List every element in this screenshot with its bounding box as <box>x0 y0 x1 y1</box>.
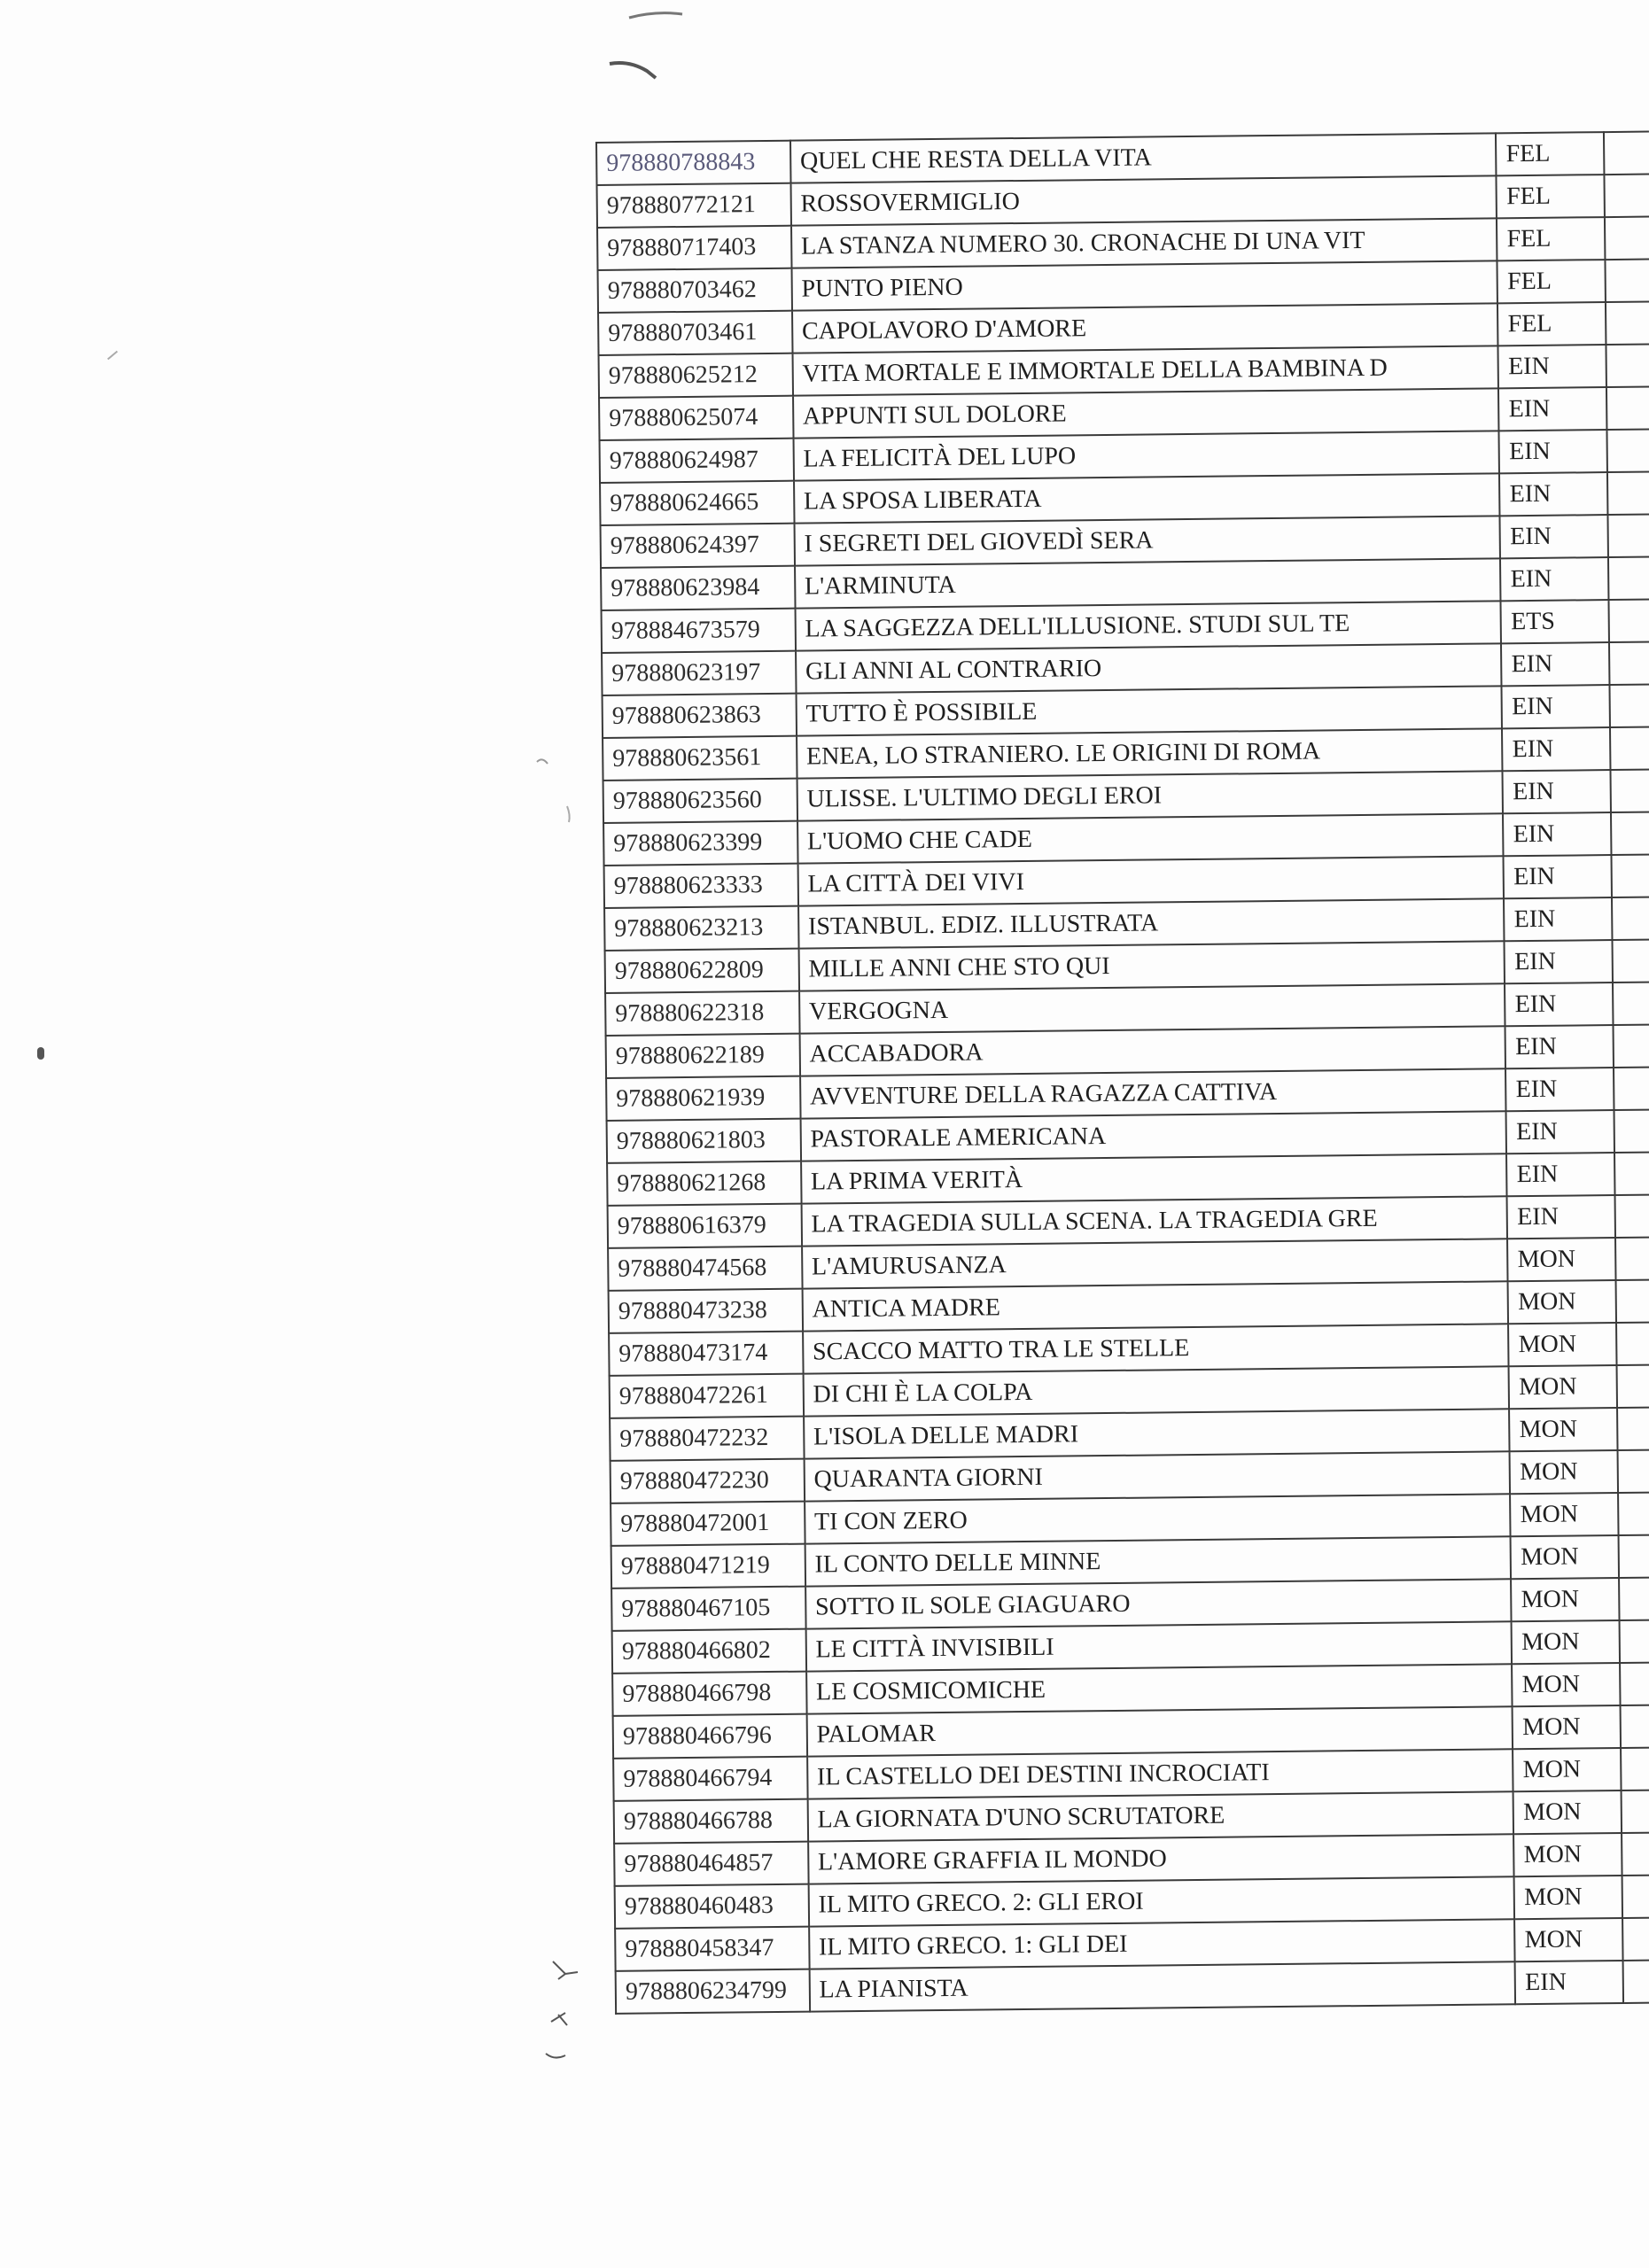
publisher-cell: EIN <box>1504 897 1612 941</box>
publisher-cell: MON <box>1511 1535 1619 1579</box>
isbn-cell: 978880623863 <box>603 694 797 738</box>
isbn-cell: 978880472232 <box>610 1417 804 1461</box>
title-cell: PUNTO PIENO <box>791 260 1497 310</box>
isbn-cell: 978880466788 <box>614 1799 808 1844</box>
empty-cell <box>1607 515 1649 558</box>
publisher-cell: MON <box>1513 1790 1622 1834</box>
scan-pen-mark <box>603 0 709 97</box>
empty-cell <box>1604 132 1649 175</box>
isbn-cell: 978880624987 <box>600 439 794 483</box>
publisher-cell: EIN <box>1500 557 1608 601</box>
empty-cell <box>1610 727 1649 771</box>
isbn-cell: 978880621939 <box>606 1076 800 1121</box>
title-cell: SCACCO MATTO TRA LE STELLE <box>803 1324 1509 1373</box>
publisher-cell: MON <box>1508 1323 1616 1366</box>
title-cell: I SEGRETI DEL GIOVEDÌ SERA <box>794 516 1500 565</box>
empty-cell <box>1622 1917 1649 1961</box>
empty-cell <box>1608 557 1649 601</box>
title-cell: SOTTO IL SOLE GIAGUARO <box>805 1579 1512 1628</box>
title-cell: QUEL CHE RESTA DELLA VITA <box>790 133 1497 183</box>
publisher-cell: MON <box>1513 1705 1621 1749</box>
publisher-cell: EIN <box>1498 345 1606 388</box>
title-cell: PASTORALE AMERICANA <box>800 1111 1506 1161</box>
publisher-cell: EIN <box>1505 1068 1614 1111</box>
empty-cell <box>1615 1279 1649 1323</box>
publisher-cell: MON <box>1507 1238 1615 1281</box>
publisher-cell: ETS <box>1501 600 1609 643</box>
isbn-cell: 978880473174 <box>609 1332 803 1376</box>
isbn-cell: 978880458347 <box>615 1927 809 1971</box>
isbn-cell: 978880623197 <box>602 651 796 695</box>
empty-cell <box>1617 1407 1649 1450</box>
isbn-cell: 978880472261 <box>610 1374 804 1418</box>
isbn-cell: 978880622189 <box>606 1034 800 1078</box>
publisher-cell: MON <box>1514 1876 1622 1919</box>
empty-cell <box>1619 1577 1649 1620</box>
isbn-cell: 978880703462 <box>598 268 792 313</box>
isbn-cell: 978880466794 <box>613 1757 807 1801</box>
title-cell: LE COSMICOMICHE <box>806 1664 1513 1713</box>
empty-cell <box>1620 1662 1649 1705</box>
publisher-cell: FEL <box>1497 175 1605 218</box>
empty-cell <box>1616 1322 1649 1365</box>
isbn-cell: 978880621803 <box>607 1119 801 1163</box>
title-cell: L'AMURUSANZA <box>802 1239 1508 1288</box>
title-cell: ENEA, LO STRANIERO. LE ORIGINI DI ROMA <box>797 728 1503 778</box>
publisher-cell: FEL <box>1496 132 1604 175</box>
isbn-cell: 978880471219 <box>611 1544 805 1588</box>
title-cell: AVVENTURE DELLA RAGAZZA CATTIVA <box>800 1068 1506 1118</box>
isbn-cell: 978880466796 <box>613 1714 807 1759</box>
empty-cell <box>1609 685 1649 728</box>
isbn-cell: 978880464857 <box>614 1842 808 1886</box>
publisher-cell: EIN <box>1505 1025 1614 1068</box>
publisher-cell: EIN <box>1500 515 1608 558</box>
empty-cell <box>1614 1067 1649 1110</box>
title-cell: ULISSE. L'ULTIMO DEGLI EROI <box>797 771 1503 820</box>
publisher-cell: EIN <box>1515 1961 1623 2004</box>
title-cell: IL MITO GRECO. 1: GLI DEI <box>809 1919 1515 1969</box>
isbn-cell: 978880788843 <box>596 141 790 185</box>
publisher-cell: MON <box>1509 1408 1617 1451</box>
title-cell: TI CON ZERO <box>805 1494 1511 1543</box>
title-cell: ANTICA MADRE <box>802 1281 1508 1331</box>
empty-cell <box>1611 812 1649 856</box>
empty-cell <box>1606 302 1649 346</box>
empty-cell <box>1621 1747 1649 1790</box>
title-cell: VITA MORTALE E IMMORTALE DELLA BAMBINA D <box>792 346 1498 395</box>
publisher-cell: MON <box>1513 1833 1622 1876</box>
isbn-cell: 978880623333 <box>604 864 798 908</box>
publisher-cell: MON <box>1508 1280 1616 1324</box>
isbn-cell: 978880624665 <box>600 481 794 525</box>
title-cell: LA PRIMA VERITÀ <box>801 1153 1507 1203</box>
scan-tick <box>107 351 118 361</box>
title-cell: LA SAGGEZZA DELL'ILLUSIONE. STUDI SUL TE <box>795 601 1501 650</box>
empty-cell <box>1618 1492 1649 1535</box>
publisher-cell: EIN <box>1498 387 1606 431</box>
isbn-cell: 978880472001 <box>611 1502 805 1546</box>
isbn-cell: 978880616379 <box>608 1204 802 1248</box>
title-cell: PALOMAR <box>806 1706 1513 1756</box>
empty-cell <box>1606 345 1649 388</box>
empty-cell <box>1605 260 1649 303</box>
publisher-cell: EIN <box>1503 770 1611 813</box>
empty-cell <box>1615 1237 1649 1280</box>
title-cell: LA CITTÀ DEI VIVI <box>797 856 1504 905</box>
isbn-cell: 978880717403 <box>597 226 791 270</box>
empty-cell <box>1617 1449 1649 1493</box>
isbn-cell: 978880621268 <box>607 1161 801 1206</box>
empty-cell <box>1606 430 1649 473</box>
publisher-cell: FEL <box>1497 217 1605 260</box>
scan-dot <box>37 1047 44 1060</box>
publisher-cell: EIN <box>1507 1195 1615 1239</box>
margin-check-marks <box>535 1949 588 2073</box>
empty-cell <box>1609 642 1649 686</box>
empty-cell <box>1605 217 1649 260</box>
title-cell: QUARANTA GIORNI <box>804 1451 1510 1501</box>
isbn-cell: 978880703461 <box>598 311 792 355</box>
publisher-cell: EIN <box>1501 642 1609 686</box>
title-cell: LA PIANISTA <box>809 1961 1515 2011</box>
margin-pencil-marks <box>532 753 585 842</box>
publisher-cell: FEL <box>1497 260 1606 303</box>
title-cell: L'AMORE GRAFFIA IL MONDO <box>808 1834 1514 1884</box>
isbn-cell: 978880467105 <box>611 1587 805 1631</box>
publisher-cell: MON <box>1514 1918 1622 1961</box>
empty-cell <box>1612 897 1649 941</box>
isbn-cell: 978880466802 <box>612 1629 806 1674</box>
title-cell: IL CASTELLO DEI DESTINI INCROCIATI <box>807 1749 1513 1798</box>
empty-cell <box>1607 472 1649 516</box>
empty-cell <box>1604 175 1649 218</box>
empty-cell <box>1622 1960 1649 2003</box>
publisher-cell: MON <box>1511 1578 1619 1621</box>
publisher-cell: MON <box>1512 1620 1620 1664</box>
title-cell: L'UOMO CHE CADE <box>797 813 1504 863</box>
empty-cell <box>1611 855 1649 898</box>
empty-cell <box>1614 1194 1649 1238</box>
empty-cell <box>1614 1152 1649 1195</box>
book-list-body <box>596 132 1649 2014</box>
publisher-cell: EIN <box>1499 472 1607 516</box>
empty-cell <box>1608 600 1649 643</box>
empty-cell <box>1613 1024 1649 1068</box>
isbn-cell: 978880473238 <box>609 1289 803 1333</box>
isbn-cell: 978880772121 <box>597 183 791 228</box>
title-cell: LA SPOSA LIBERATA <box>794 473 1500 523</box>
title-cell: APPUNTI SUL DOLORE <box>793 388 1499 438</box>
book-list-table-wrapper <box>595 131 1649 2015</box>
publisher-cell: FEL <box>1497 302 1606 346</box>
empty-cell <box>1618 1534 1649 1578</box>
empty-cell <box>1613 982 1649 1025</box>
isbn-cell: 978880623399 <box>603 821 797 866</box>
publisher-cell: EIN <box>1506 1153 1614 1196</box>
title-cell: LA GIORNATA D'UNO SCRUTATORE <box>807 1791 1513 1841</box>
empty-cell <box>1622 1832 1649 1876</box>
title-cell: LA TRAGEDIA SULLA SCENA. LA TRAGEDIA GRE <box>801 1196 1507 1246</box>
isbn-cell: 978880623561 <box>603 736 797 781</box>
publisher-cell: MON <box>1509 1365 1617 1409</box>
publisher-cell: EIN <box>1502 727 1610 771</box>
isbn-cell: 978880474568 <box>608 1247 802 1291</box>
publisher-cell: EIN <box>1505 983 1613 1026</box>
title-cell: L'ISOLA DELLE MADRI <box>804 1409 1510 1458</box>
isbn-cell: 978880623213 <box>604 906 798 951</box>
title-cell: IL CONTO DELLE MINNE <box>805 1536 1511 1586</box>
empty-cell <box>1614 1109 1649 1153</box>
publisher-cell: EIN <box>1502 685 1610 728</box>
isbn-cell: 978880625212 <box>599 353 793 398</box>
publisher-cell: MON <box>1513 1748 1621 1791</box>
publisher-cell: EIN <box>1499 430 1607 473</box>
empty-cell <box>1616 1364 1649 1408</box>
isbn-cell: 978880623984 <box>601 566 795 610</box>
empty-cell <box>1621 1790 1649 1833</box>
empty-cell <box>1619 1619 1649 1663</box>
title-cell: GLI ANNI AL CONTRARIO <box>796 643 1502 693</box>
isbn-cell: 978880623560 <box>603 779 797 823</box>
book-list-table <box>595 131 1649 2015</box>
title-cell: ROSSOVERMIGLIO <box>790 175 1497 225</box>
isbn-cell: 978880460483 <box>615 1884 809 1929</box>
empty-cell <box>1606 387 1649 431</box>
isbn-cell: 978880625074 <box>599 396 793 440</box>
title-cell: VERGOGNA <box>799 983 1505 1033</box>
publisher-cell: EIN <box>1506 1110 1614 1153</box>
title-cell: IL MITO GRECO. 2: GLI EROI <box>808 1876 1514 1926</box>
isbn-cell: 978880622809 <box>605 949 799 993</box>
isbn-cell: 978880472230 <box>611 1459 805 1503</box>
title-cell: MILLE ANNI CHE STO QUI <box>798 941 1505 990</box>
empty-cell <box>1610 770 1649 813</box>
empty-cell <box>1622 1875 1649 1918</box>
publisher-cell: EIN <box>1504 855 1612 898</box>
isbn-cell: 978884673579 <box>602 609 796 653</box>
title-cell: L'ARMINUTA <box>795 558 1501 608</box>
title-cell: ACCABADORA <box>799 1026 1505 1076</box>
empty-cell <box>1612 939 1649 983</box>
publisher-cell: MON <box>1510 1493 1618 1536</box>
isbn-cell: 978880624397 <box>601 524 795 568</box>
publisher-cell: EIN <box>1505 940 1613 983</box>
title-cell: LA STANZA NUMERO 30. CRONACHE DI UNA VIT <box>791 218 1497 268</box>
publisher-cell: MON <box>1510 1450 1618 1494</box>
title-cell: TUTTO È POSSIBILE <box>796 686 1502 735</box>
title-cell: LA FELICITÀ DEL LUPO <box>793 431 1499 480</box>
publisher-cell: EIN <box>1503 812 1611 856</box>
publisher-cell: MON <box>1512 1663 1620 1706</box>
title-cell: ISTANBUL. EDIZ. ILLUSTRATA <box>798 898 1505 948</box>
title-cell: DI CHI È LA COLPA <box>803 1366 1509 1416</box>
isbn-cell: 978880466798 <box>612 1672 806 1716</box>
title-cell: CAPOLAVORO D'AMORE <box>792 303 1498 353</box>
isbn-cell: 978880622318 <box>605 991 799 1036</box>
isbn-cell: 9788806234799 <box>616 1969 810 2014</box>
empty-cell <box>1620 1705 1649 1748</box>
title-cell: LE CITTÀ INVISIBILI <box>805 1621 1512 1671</box>
